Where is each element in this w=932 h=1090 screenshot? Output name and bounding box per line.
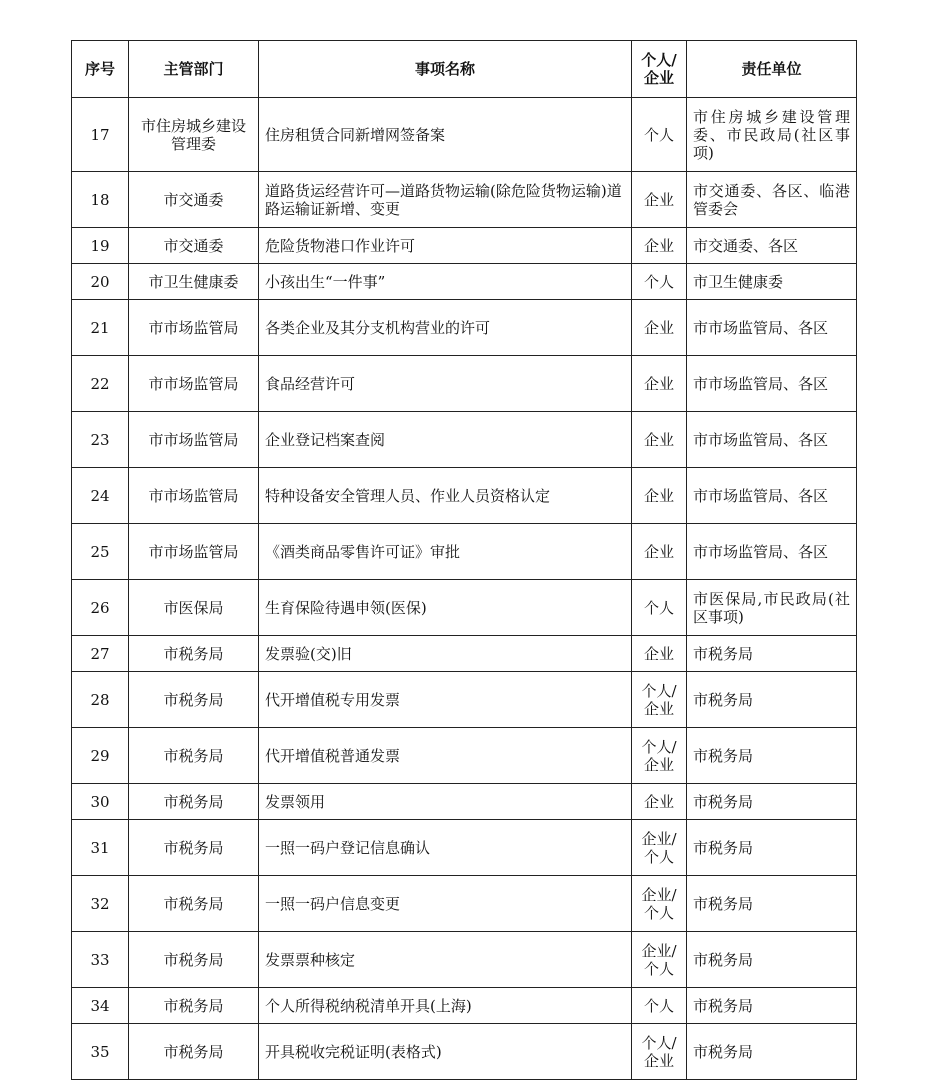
cell-dept: 市市场监管局 xyxy=(129,412,259,468)
cell-no: 22 xyxy=(72,356,129,412)
cell-resp: 市税务局 xyxy=(687,784,857,820)
cell-dept: 市税务局 xyxy=(129,820,259,876)
cell-name: 危险货物港口作业许可 xyxy=(259,228,632,264)
cell-type: 企业/个人 xyxy=(632,932,687,988)
cell-type: 企业 xyxy=(632,356,687,412)
cell-name: 个人所得税纳税清单开具(上海) xyxy=(259,988,632,1024)
cell-no: 23 xyxy=(72,412,129,468)
table-row xyxy=(72,784,857,820)
cell-name: 一照一码户信息变更 xyxy=(259,876,632,932)
cell-resp: 市税务局 xyxy=(687,876,857,932)
cell-name: 各类企业及其分支机构营业的许可 xyxy=(259,300,632,356)
table-body xyxy=(72,98,857,1080)
cell-type: 企业 xyxy=(632,468,687,524)
cell-type: 企业 xyxy=(632,172,687,228)
cell-dept: 市税务局 xyxy=(129,1024,259,1080)
table-row xyxy=(72,228,857,264)
cell-dept: 市市场监管局 xyxy=(129,356,259,412)
cell-type: 个人 xyxy=(632,580,687,636)
cell-dept: 市税务局 xyxy=(129,636,259,672)
cell-dept: 市市场监管局 xyxy=(129,300,259,356)
cell-resp: 市税务局 xyxy=(687,988,857,1024)
matters-table xyxy=(71,40,857,1080)
cell-name: 食品经营许可 xyxy=(259,356,632,412)
cell-dept: 市交通委 xyxy=(129,228,259,264)
cell-no: 19 xyxy=(72,228,129,264)
table-row xyxy=(72,468,857,524)
cell-resp: 市税务局 xyxy=(687,672,857,728)
cell-type: 企业 xyxy=(632,636,687,672)
cell-dept: 市交通委 xyxy=(129,172,259,228)
cell-no: 20 xyxy=(72,264,129,300)
cell-name: 生育保险待遇申领(医保) xyxy=(259,580,632,636)
table-row xyxy=(72,580,857,636)
cell-resp: 市住房城乡建设管理委、市民政局(社区事项) xyxy=(687,98,857,172)
cell-name: 企业登记档案查阅 xyxy=(259,412,632,468)
table-row xyxy=(72,524,857,580)
cell-dept: 市税务局 xyxy=(129,988,259,1024)
cell-name: 发票票种核定 xyxy=(259,932,632,988)
cell-name: 发票领用 xyxy=(259,784,632,820)
cell-no: 33 xyxy=(72,932,129,988)
table-row xyxy=(72,412,857,468)
cell-type: 企业 xyxy=(632,300,687,356)
cell-dept: 市税务局 xyxy=(129,876,259,932)
cell-name: 住房租赁合同新增网签备案 xyxy=(259,98,632,172)
cell-resp: 市税务局 xyxy=(687,728,857,784)
cell-resp: 市市场监管局、各区 xyxy=(687,300,857,356)
table-row xyxy=(72,356,857,412)
cell-name: 道路货运经营许可—道路货物运输(除危险货物运输)道路运输证新增、变更 xyxy=(259,172,632,228)
cell-resp: 市市场监管局、各区 xyxy=(687,468,857,524)
table-row xyxy=(72,172,857,228)
table-row xyxy=(72,636,857,672)
cell-resp: 市医保局,市民政局(社区事项) xyxy=(687,580,857,636)
cell-resp: 市税务局 xyxy=(687,820,857,876)
cell-no: 32 xyxy=(72,876,129,932)
cell-type: 个人/企业 xyxy=(632,728,687,784)
cell-resp: 市市场监管局、各区 xyxy=(687,412,857,468)
table-row xyxy=(72,820,857,876)
table-row xyxy=(72,988,857,1024)
cell-name: 《酒类商品零售许可证》审批 xyxy=(259,524,632,580)
cell-type: 企业 xyxy=(632,228,687,264)
header-resp: 责任单位 xyxy=(687,41,857,98)
cell-name: 小孩出生“一件事” xyxy=(259,264,632,300)
cell-dept: 市医保局 xyxy=(129,580,259,636)
cell-no: 21 xyxy=(72,300,129,356)
cell-resp: 市税务局 xyxy=(687,1024,857,1080)
table-row xyxy=(72,264,857,300)
cell-name: 一照一码户登记信息确认 xyxy=(259,820,632,876)
table-row xyxy=(72,876,857,932)
header-dept: 主管部门 xyxy=(129,41,259,98)
cell-no: 17 xyxy=(72,98,129,172)
table-row xyxy=(72,728,857,784)
table-row xyxy=(72,932,857,988)
header-name: 事项名称 xyxy=(259,41,632,98)
cell-no: 28 xyxy=(72,672,129,728)
cell-resp: 市交通委、各区 xyxy=(687,228,857,264)
cell-no: 26 xyxy=(72,580,129,636)
cell-type: 企业 xyxy=(632,412,687,468)
cell-no: 27 xyxy=(72,636,129,672)
cell-type: 个人/企业 xyxy=(632,672,687,728)
cell-dept: 市税务局 xyxy=(129,672,259,728)
cell-type: 企业 xyxy=(632,524,687,580)
cell-no: 18 xyxy=(72,172,129,228)
cell-type: 个人 xyxy=(632,988,687,1024)
cell-type: 企业/个人 xyxy=(632,820,687,876)
table-row xyxy=(72,1024,857,1080)
cell-type: 个人/企业 xyxy=(632,1024,687,1080)
cell-type: 企业/个人 xyxy=(632,876,687,932)
cell-dept: 市税务局 xyxy=(129,784,259,820)
table-row xyxy=(72,300,857,356)
cell-no: 30 xyxy=(72,784,129,820)
cell-name: 特种设备安全管理人员、作业人员资格认定 xyxy=(259,468,632,524)
cell-resp: 市税务局 xyxy=(687,932,857,988)
cell-name: 开具税收完税证明(表格式) xyxy=(259,1024,632,1080)
table-row xyxy=(72,672,857,728)
table-header-row xyxy=(72,41,857,98)
cell-resp: 市卫生健康委 xyxy=(687,264,857,300)
cell-name: 代开增值税普通发票 xyxy=(259,728,632,784)
cell-name: 代开增值税专用发票 xyxy=(259,672,632,728)
cell-dept: 市卫生健康委 xyxy=(129,264,259,300)
cell-resp: 市税务局 xyxy=(687,636,857,672)
cell-no: 35 xyxy=(72,1024,129,1080)
cell-dept: 市市场监管局 xyxy=(129,468,259,524)
cell-no: 31 xyxy=(72,820,129,876)
table-row xyxy=(72,98,857,172)
cell-type: 企业 xyxy=(632,784,687,820)
cell-resp: 市交通委、各区、临港管委会 xyxy=(687,172,857,228)
cell-dept: 市税务局 xyxy=(129,932,259,988)
cell-no: 34 xyxy=(72,988,129,1024)
cell-no: 24 xyxy=(72,468,129,524)
cell-resp: 市市场监管局、各区 xyxy=(687,524,857,580)
cell-no: 25 xyxy=(72,524,129,580)
cell-dept: 市住房城乡建设管理委 xyxy=(129,98,259,172)
cell-name: 发票验(交)旧 xyxy=(259,636,632,672)
header-no: 序号 xyxy=(72,41,129,98)
cell-no: 29 xyxy=(72,728,129,784)
cell-dept: 市市场监管局 xyxy=(129,524,259,580)
cell-type: 个人 xyxy=(632,264,687,300)
header-type: 个人/企业 xyxy=(632,41,687,98)
cell-resp: 市市场监管局、各区 xyxy=(687,356,857,412)
cell-dept: 市税务局 xyxy=(129,728,259,784)
cell-type: 个人 xyxy=(632,98,687,172)
